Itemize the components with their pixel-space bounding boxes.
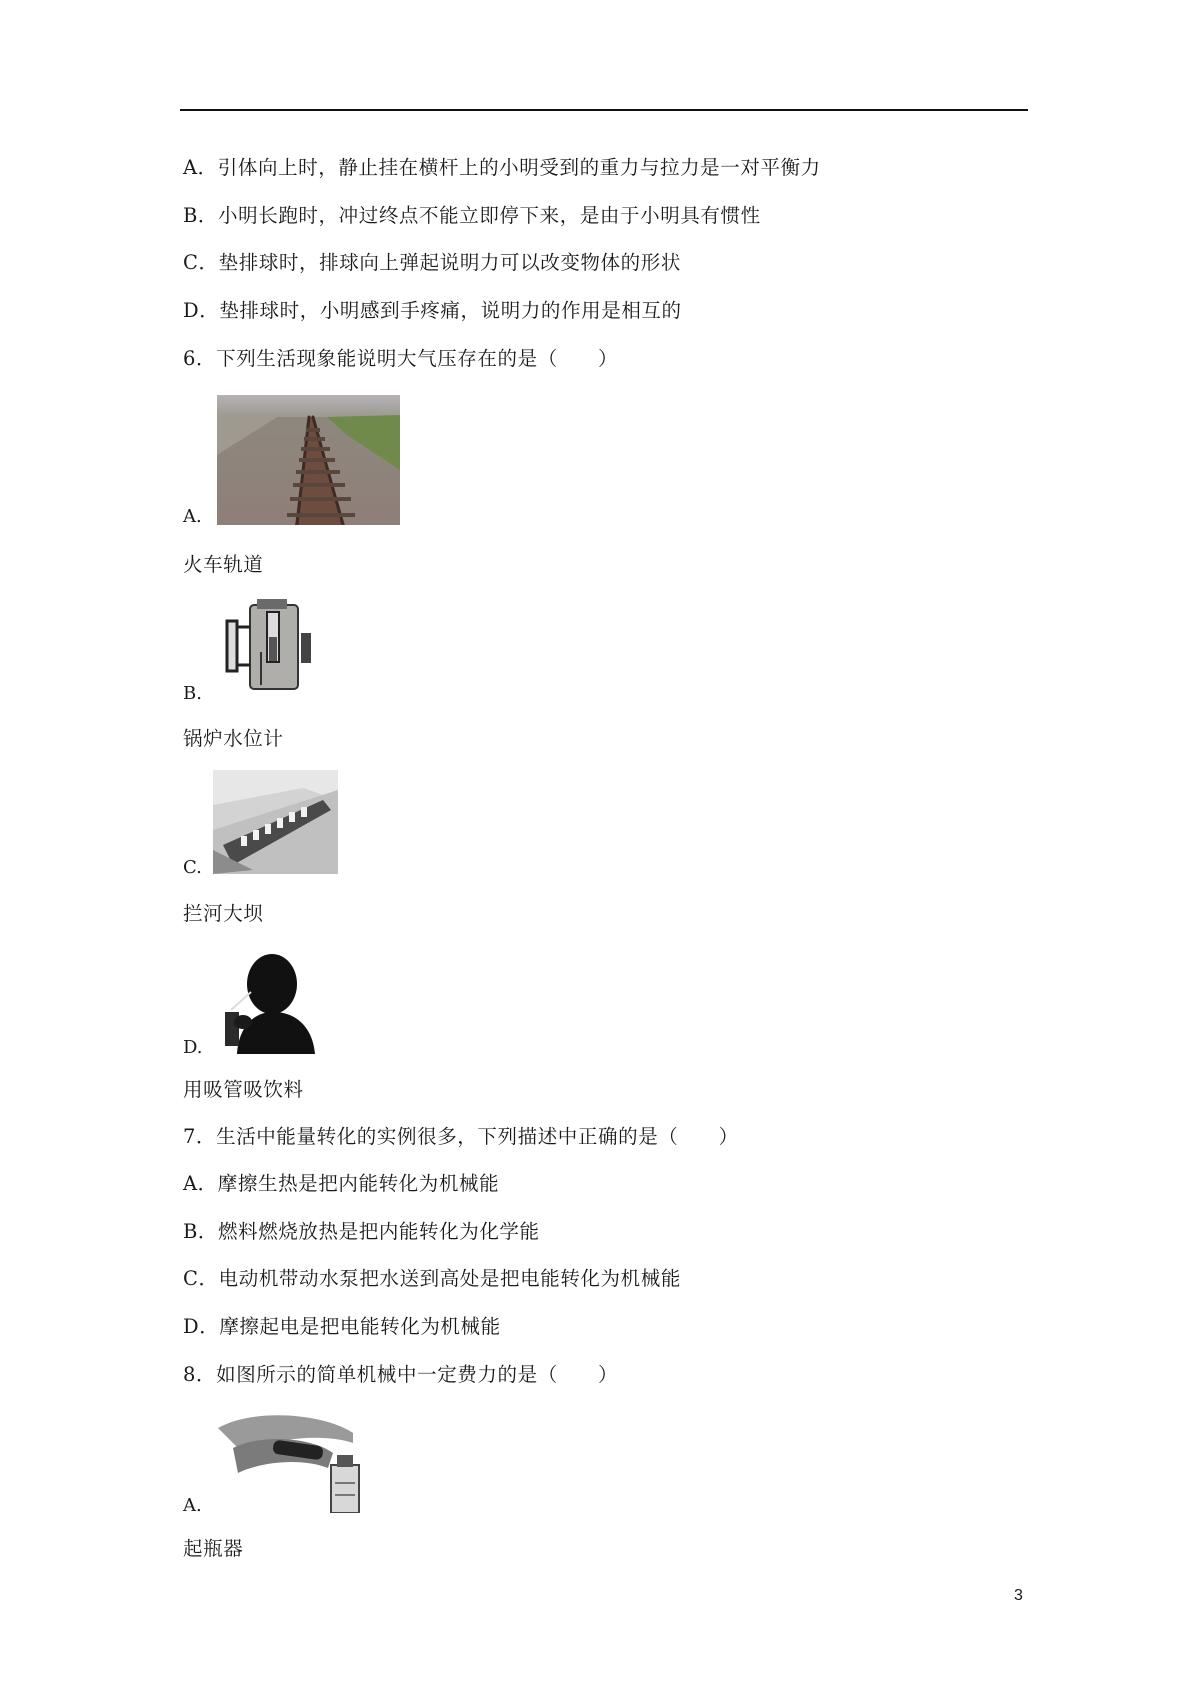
q7-stem: 7．生活中能量转化的实例很多，下列描述中正确的是（ ）: [183, 1125, 739, 1148]
q6-option-b-caption: 锅炉水位计: [183, 727, 284, 750]
q5-option-d: D．垫排球时，小明感到手疼痛，说明力的作用是相互的: [183, 299, 682, 322]
q5-option-b: B．小明长跑时，冲过终点不能立即停下来，是由于小明具有惯性: [183, 204, 761, 227]
q8-stem: 8．如图所示的简单机械中一定费力的是（ ）: [183, 1363, 619, 1386]
q7-option-b: B．燃料燃烧放热是把内能转化为化学能: [183, 1220, 540, 1243]
q6-option-c-label: C.: [183, 857, 202, 878]
q6-option-c-caption: 拦河大坝: [183, 902, 264, 925]
page-number: 3: [1014, 1587, 1023, 1604]
q6-option-b-label: B.: [183, 683, 202, 704]
q6-option-a-caption: 火车轨道: [183, 553, 264, 576]
q8-option-a-label: A.: [183, 1495, 202, 1516]
railway-track-image: [217, 395, 400, 525]
q7-option-d: D．摩擦起电是把电能转化为机械能: [183, 1315, 501, 1338]
boiler-gauge-image: [217, 597, 322, 697]
q6-option-d-label: D.: [183, 1037, 203, 1058]
drinking-straw-image: [217, 944, 317, 1054]
q6-option-d-caption: 用吸管吸饮料: [183, 1078, 304, 1101]
dam-image: [213, 770, 338, 874]
q7-option-c: C．电动机带动水泵把水送到高处是把电能转化为机械能: [183, 1267, 681, 1290]
q6-stem: 6．下列生活现象能说明大气压存在的是（ ）: [183, 347, 619, 370]
q6-option-a-label: A.: [183, 506, 202, 527]
header-rule: [180, 109, 1028, 111]
q7-option-a: A．摩擦生热是把内能转化为机械能: [183, 1172, 500, 1195]
bottle-opener-image: [213, 1403, 378, 1513]
q5-option-a: A．引体向上时，静止挂在横杆上的小明受到的重力与拉力是一对平衡力: [183, 156, 821, 179]
q8-option-a-caption: 起瓶器: [183, 1537, 244, 1560]
q5-option-c: C．垫排球时，排球向上弹起说明力可以改变物体的形状: [183, 251, 681, 274]
